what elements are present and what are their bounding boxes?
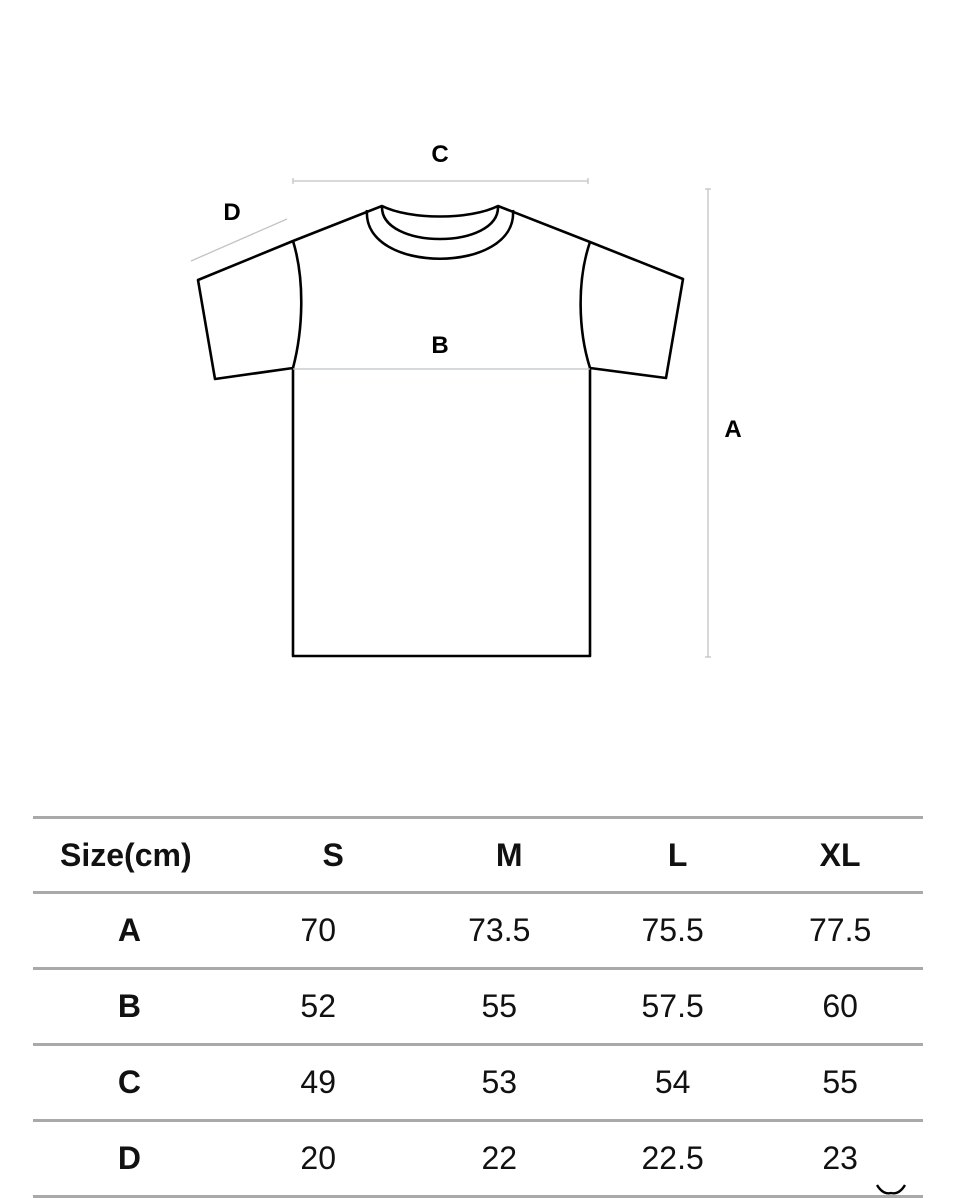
table-cell: 70 xyxy=(226,893,411,969)
size-chart-table xyxy=(33,816,923,1198)
row-label: D xyxy=(33,1121,226,1197)
table-row xyxy=(33,1121,923,1197)
chevron-down-icon xyxy=(873,1183,909,1195)
table-cell: 22.5 xyxy=(588,1121,757,1197)
header-cell-s: S xyxy=(226,818,411,893)
left-sleeve-seam xyxy=(293,241,301,368)
table-cell: 20 xyxy=(226,1121,411,1197)
header-cell-m: M xyxy=(410,818,588,893)
table-cell: 60 xyxy=(757,969,923,1045)
table-cell: 73.5 xyxy=(410,893,588,969)
table-cell: 23 xyxy=(757,1121,923,1197)
header-cell-size: Size(cm) xyxy=(33,818,226,893)
table-cell: 75.5 xyxy=(588,893,757,969)
table-cell: 49 xyxy=(226,1045,411,1121)
table-cell: 55 xyxy=(410,969,588,1045)
header-cell-l: L xyxy=(588,818,757,893)
row-label: C xyxy=(33,1045,226,1121)
table-header-row xyxy=(33,818,923,893)
table-row xyxy=(33,969,923,1045)
table-cell: 55 xyxy=(757,1045,923,1121)
row-label: B xyxy=(33,969,226,1045)
table-cell: 54 xyxy=(588,1045,757,1121)
table-row xyxy=(33,1045,923,1121)
tshirt-outline xyxy=(198,206,683,656)
table-cell: 52 xyxy=(226,969,411,1045)
table-cell: 22 xyxy=(410,1121,588,1197)
table-cell: 57.5 xyxy=(588,969,757,1045)
row-label: A xyxy=(33,893,226,969)
dimension-label-c: C xyxy=(431,141,449,168)
table-cell: 53 xyxy=(410,1045,588,1121)
header-cell-xl: XL xyxy=(757,818,923,893)
table-row xyxy=(33,893,923,969)
table-cell: 77.5 xyxy=(757,893,923,969)
dimension-label-d: D xyxy=(223,199,241,226)
dimension-label-a: A xyxy=(724,416,742,443)
right-sleeve-seam xyxy=(581,242,590,368)
dimension-label-b: B xyxy=(431,332,449,359)
